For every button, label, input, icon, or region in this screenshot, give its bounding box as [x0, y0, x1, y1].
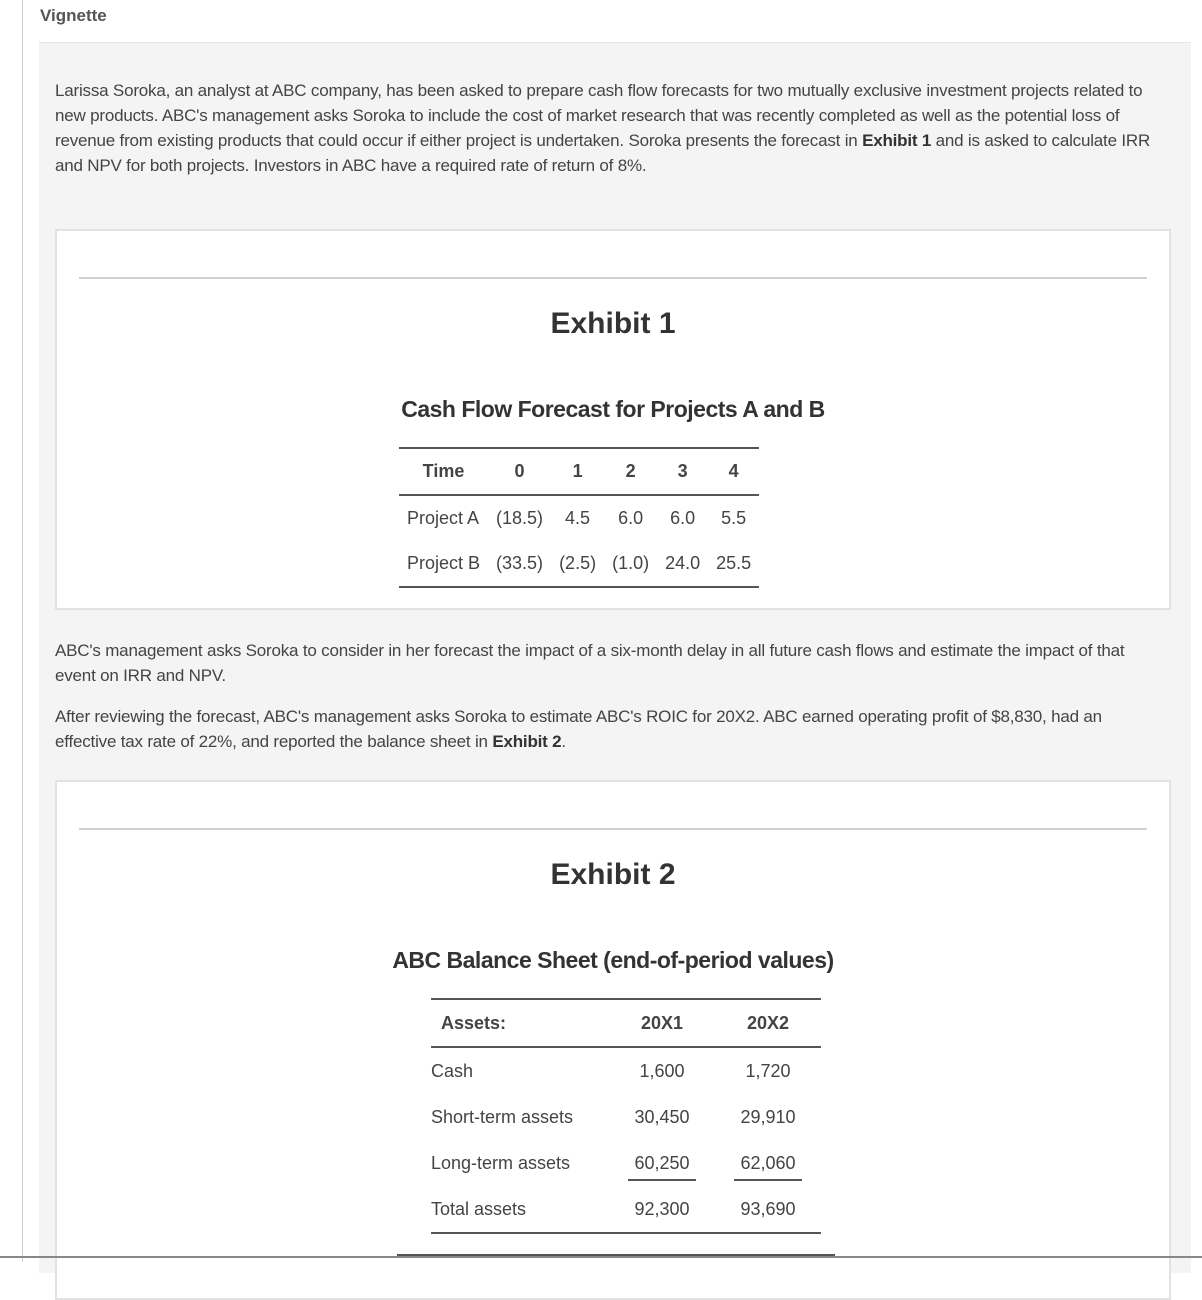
exhibit-2-subtitle: ABC Balance Sheet (end-of-period values): [392, 947, 834, 973]
exhibit-2-title: Exhibit 2: [550, 858, 676, 891]
table-cell: 6.0: [618, 508, 644, 528]
column-header: Assets:: [431, 999, 609, 1047]
row-label: Short-term assets: [431, 1106, 574, 1127]
column-header: 2: [604, 448, 657, 495]
table-cell: (18.5): [496, 508, 544, 528]
row-label: Long-term assets: [431, 1152, 571, 1173]
intro-text-1: Larissa Soroka, an analyst at ABC company, has been asked to prepare cash flow forecasts for two mutually exclusive investment projects related to new products. ABC's management asks Soroka to include the cost of market research that was recently completed as well as the potential loss of revenue from existing products that could occur if either project is undertaken. Soroka presents the forecast in: [55, 81, 1143, 150]
column-header: 20X1: [609, 999, 715, 1047]
cash-flow-header-row: [399, 448, 759, 495]
roic-paragraph: [55, 704, 1167, 754]
column-header: Time: [399, 448, 488, 495]
vignette-page: [23, 0, 1202, 1262]
column-header: 3: [657, 448, 708, 495]
balance-sheet-header-row: [431, 999, 821, 1047]
exhibit-1-reference: Exhibit 1: [862, 131, 932, 150]
table-cell: 5.5: [721, 508, 747, 528]
column-header: 4: [708, 448, 759, 495]
exhibit-2-reference: Exhibit 2: [492, 732, 562, 751]
table-cell: [609, 1140, 715, 1186]
exhibit-1-title: Exhibit 1: [550, 307, 676, 340]
exhibit-1-rule: [79, 277, 1147, 279]
vignette-panel: [39, 42, 1191, 1273]
row-label: Total assets: [431, 1186, 609, 1233]
table-cell: (2.5): [551, 541, 604, 587]
vignette-label: Vignette: [40, 6, 107, 25]
table-cell: 29,910: [740, 1106, 796, 1127]
table-row: [431, 1094, 821, 1140]
table-cell: 93,690: [715, 1186, 821, 1233]
column-header: 20X2: [715, 999, 821, 1047]
table-cell: 4.5: [565, 508, 591, 528]
bottom-edge-divider: [0, 1256, 1202, 1258]
intro-text-2: and is asked to calculate IRR and NPV for both projects. Investors in ABC have a required rate of return of 8%.: [55, 131, 1151, 175]
table-cell: (1.0): [604, 541, 657, 587]
left-edge-divider: [0, 0, 23, 1262]
exhibit-1-card: [55, 229, 1171, 610]
table-cell: 6.0: [670, 508, 696, 528]
table-cell: 30,450: [634, 1106, 690, 1127]
cash-flow-table: [399, 447, 759, 588]
column-header: 0: [488, 448, 551, 495]
column-header: 1: [551, 448, 604, 495]
table-cell: 92,300: [609, 1186, 715, 1233]
cell-value: 60,250: [628, 1153, 695, 1181]
roic-text-1: After reviewing the forecast, ABC's management asks Soroka to estimate ABC's ROIC for 20X2. ABC earned operating profit of $8,830, had an effective tax rate of 22%, and reported the balance sheet in: [55, 707, 1102, 751]
table-row: [431, 1047, 821, 1094]
table-cell: (33.5): [488, 541, 551, 587]
roic-text-2: .: [561, 732, 566, 751]
exhibit-2-rule: [79, 828, 1147, 830]
row-label: Cash: [431, 1060, 474, 1081]
table-cell: [715, 1140, 821, 1186]
balance-sheet-table: [431, 998, 821, 1234]
table-cell: 1,720: [745, 1060, 791, 1081]
delay-paragraph: ABC's management asks Soroka to consider in her forecast the impact of a six-month delay in all future cash flows and estimate the impact of that event on IRR and NPV.: [55, 641, 1125, 685]
table-row: [431, 1140, 821, 1186]
table-cell: 24.0: [657, 541, 708, 587]
row-label: Project A: [407, 508, 480, 528]
intro-paragraph: [55, 78, 1167, 178]
exhibit-1-subtitle: Cash Flow Forecast for Projects A and B: [401, 396, 825, 422]
row-label: Project B: [399, 541, 488, 587]
cell-value: 62,060: [734, 1153, 801, 1181]
exhibit-2-card: [55, 780, 1171, 1300]
table-cell: 1,600: [639, 1060, 685, 1081]
table-cell: 25.5: [708, 541, 759, 587]
table-row: [399, 495, 759, 541]
table-row-total: [431, 1186, 821, 1233]
table-row: [399, 541, 759, 587]
